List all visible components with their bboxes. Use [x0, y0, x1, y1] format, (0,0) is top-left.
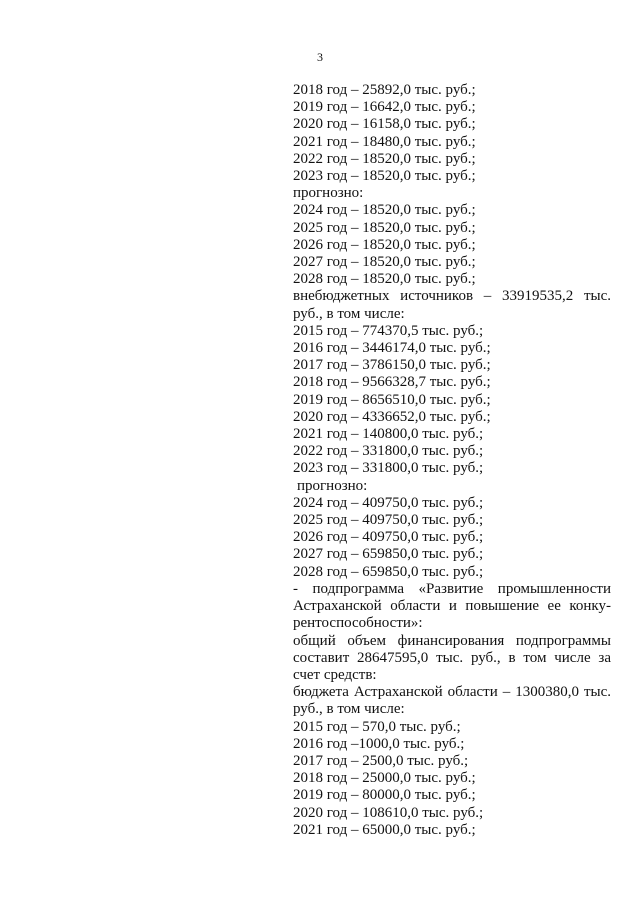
list-item: 2015 год – 570,0 тыс. руб.;	[293, 718, 461, 735]
list-item: 2021 год – 140800,0 тыс. руб.;	[293, 426, 484, 443]
list-item: 2028 год – 18520,0 тыс. руб.;	[293, 271, 476, 288]
page-number: 3	[317, 50, 323, 64]
list-item: 2018 год – 25892,0 тыс. руб.;	[293, 82, 476, 98]
regional-budget-heading: бюджета Астраханской области – 1300380,0 тыс.	[293, 684, 611, 701]
list-item: 2019 год – 80000,0 тыс. руб.;	[293, 787, 476, 804]
list-item: 2022 год – 331800,0 тыс. руб.;	[293, 443, 484, 460]
document-body	[293, 82, 611, 839]
subprogram-heading-end: рентоспособности»:	[293, 615, 423, 632]
list-item: 2016 год –1000,0 тыс. руб.;	[293, 735, 465, 752]
list-item: 2016 год – 3446174,0 тыс. руб.;	[293, 340, 491, 357]
extrabudget-heading-cont: руб., в том числе:	[293, 305, 405, 322]
list-item: 2017 год – 3786150,0 тыс. руб.;	[293, 357, 491, 374]
list-item: 2021 год – 65000,0 тыс. руб.;	[293, 821, 476, 838]
list-item: 2026 год – 409750,0 тыс. руб.;	[293, 529, 484, 546]
list-item: 2019 год – 16642,0 тыс. руб.;	[293, 99, 476, 116]
regional-budget-list-2015-2021	[293, 719, 611, 839]
list-item: 2018 год – 25000,0 тыс. руб.;	[293, 770, 476, 787]
financing-paragraph-end: счет средств:	[293, 666, 377, 683]
extrabudget-list-2024-2028	[293, 495, 611, 581]
list-item: 2022 год – 18520,0 тыс. руб.;	[293, 150, 476, 167]
list-item: 2025 год – 409750,0 тыс. руб.;	[293, 512, 484, 529]
list-item: 2020 год – 108610,0 тыс. руб.;	[293, 804, 484, 821]
list-item: 2024 год – 18520,0 тыс. руб.;	[293, 202, 476, 219]
extrabudget-heading: внебюджетных источников – 33919535,2 тыс.	[293, 288, 611, 305]
financing-paragraph-cont: составит 28647595,0 тыс. руб., в том числе за	[293, 649, 611, 666]
list-item: 2021 год – 18480,0 тыс. руб.;	[293, 133, 476, 150]
extrabudget-list-2015-2023	[293, 323, 611, 478]
list-item: 2026 год – 18520,0 тыс. руб.;	[293, 236, 476, 253]
list-item: 2020 год – 16158,0 тыс. руб.;	[293, 116, 476, 133]
list-item: 2020 год – 4336652,0 тыс. руб.;	[293, 408, 491, 425]
subprogram-heading-cont: Астраханской области и повышение ее конку-	[293, 598, 611, 615]
list-item: 2017 год – 2500,0 тыс. руб.;	[293, 752, 469, 769]
subprogram-heading: - подпрограмма «Развитие промышленности	[293, 580, 611, 597]
regional-budget-heading-cont: руб., в том числе:	[293, 701, 405, 718]
list-item: 2023 год – 331800,0 тыс. руб.;	[293, 460, 484, 477]
funding-list-2024-2028	[293, 202, 611, 288]
list-item: 2027 год – 659850,0 тыс. руб.;	[293, 546, 484, 563]
forecast-label: прогнозно:	[293, 185, 364, 202]
list-item: 2024 год – 409750,0 тыс. руб.;	[293, 494, 484, 511]
list-item: 2019 год – 8656510,0 тыс. руб.;	[293, 391, 491, 408]
forecast-label: прогнозно:	[297, 477, 368, 494]
list-item: 2023 год – 18520,0 тыс. руб.;	[293, 168, 476, 185]
list-item: 2028 год – 659850,0 тыс. руб.;	[293, 563, 484, 580]
list-item: 2018 год – 9566328,7 тыс. руб.;	[293, 374, 491, 391]
financing-paragraph: общий объем финансирования подпрограммы	[293, 632, 611, 649]
list-item: 2015 год – 774370,5 тыс. руб.;	[293, 322, 484, 339]
list-item: 2027 год – 18520,0 тыс. руб.;	[293, 254, 476, 271]
list-item: 2025 год – 18520,0 тыс. руб.;	[293, 219, 476, 236]
funding-list-2018-2023	[293, 82, 611, 185]
